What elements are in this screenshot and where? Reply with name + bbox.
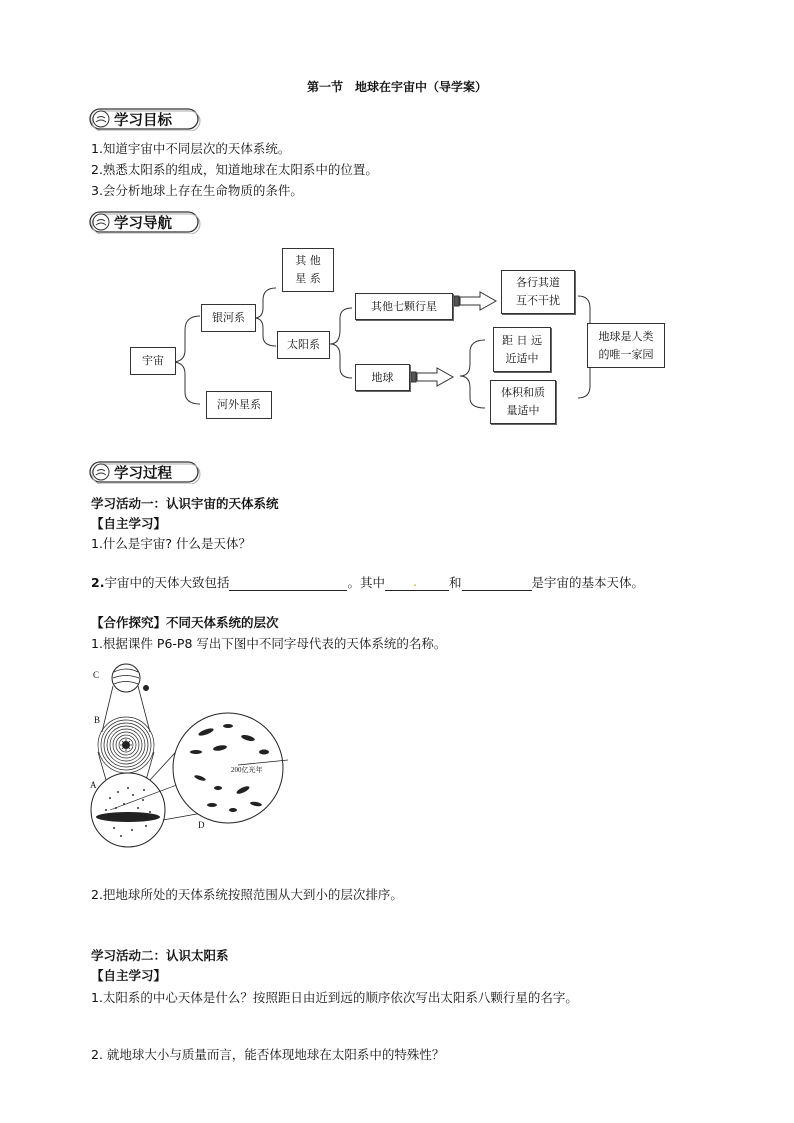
system-d (173, 713, 283, 823)
activity1-q1: 1.什么是宇宙? 什么是天体？ (91, 536, 252, 551)
node-earth: 地球 (355, 364, 410, 391)
activity1-coop (91, 613, 279, 631)
arrow-earth (411, 368, 453, 386)
celestial-systems-figure (88, 660, 288, 850)
section-goals-label: 学习目标 (114, 113, 172, 129)
q2-text-c: 和 (448, 575, 462, 590)
coop-topic: 不同天体系统的层次 (166, 615, 279, 630)
q2-text-b: 。其中 (347, 575, 385, 590)
node-orbits (501, 270, 575, 314)
label-d: D (198, 820, 205, 830)
answer-blank[interactable] (385, 574, 449, 591)
answer-blank[interactable] (462, 578, 532, 591)
activity1-heading: 学习活动一：认识宇宙的天体系统 (91, 496, 279, 511)
node-other-galaxies: 河外星系 (206, 391, 272, 419)
activity2-self-study: 【自主学习】 (91, 968, 167, 983)
arrow-other-planets (454, 292, 496, 310)
q2-text-d: 是宇宙的基本天体。 (531, 575, 645, 590)
node-text: 量适中 (506, 404, 540, 417)
node-solar-system: 太阳系 (277, 331, 330, 359)
coop-label: 【合作探究】 (91, 615, 167, 630)
node-human-home (587, 323, 665, 368)
node-text: 体积和质 (501, 386, 545, 400)
node-other-planets: 其他七颗行星 (355, 293, 453, 320)
activity1-cq2: 2.把地球所处的天体系统按照范围从大到小的层次排序。 (91, 887, 403, 902)
document-title: 第一节 地球在宇宙中（导学案） (306, 80, 487, 94)
q2-text-a: 宇宙中的天体大致包括 (104, 575, 230, 590)
node-other-star-systems (282, 248, 334, 292)
activity2-q2: 2. 就地球大小与质量而言，能否体现地球在太阳系中的特殊性？ (91, 1047, 445, 1062)
node-milky-way: 银河系 (201, 304, 256, 332)
label-a: A (90, 780, 97, 790)
node-distance (493, 327, 551, 372)
q2-number: 2. (91, 575, 105, 590)
label-b: B (94, 715, 101, 725)
goal-item: 2.熟悉太阳系的组成，知道地球在太阳系中的位置。 (91, 162, 378, 177)
node-volume-mass (490, 380, 556, 424)
node-universe: 宇宙 (130, 347, 176, 375)
node-text: 互不干扰 (516, 294, 560, 307)
goal-item: 3.会分析地球上存在生命物质的条件。 (91, 183, 303, 198)
goal-item: 1.知道宇宙中不同层次的天体系统。 (91, 141, 291, 156)
section-badge-process (89, 460, 201, 487)
node-text: 其 他 (295, 254, 321, 268)
blank-mark: . (412, 574, 417, 589)
activity2-q1: 1.太阳系的中心天体是什么？按照距日由近到远的顺序依次写出太阳系八颗行星的名字。 (91, 990, 578, 1005)
node-text: 地球是人类 (598, 329, 654, 343)
node-text: 距 日 远 (502, 333, 542, 347)
activity1-q2 (91, 573, 644, 591)
activity1-cq1: 1.根据课件 P6-P8 写出下图中不同字母代表的天体系统的名称。 (91, 636, 447, 651)
section-process-label: 学习过程 (114, 466, 172, 482)
node-text: 近适中 (505, 351, 539, 365)
system-a (91, 773, 165, 847)
node-text: 各行其道 (516, 276, 560, 290)
node-text: 星 系 (295, 272, 321, 285)
activity2-heading: 学习活动二：认识太阳系 (91, 948, 229, 963)
answer-blank[interactable] (229, 578, 347, 591)
label-c: C (93, 670, 100, 680)
node-text: 的唯一家园 (598, 347, 654, 361)
distance-label: 200亿光年 (231, 766, 263, 774)
section-nav-label: 学习导航 (114, 216, 172, 232)
activity1-self-study: 【自主学习】 (91, 516, 167, 531)
